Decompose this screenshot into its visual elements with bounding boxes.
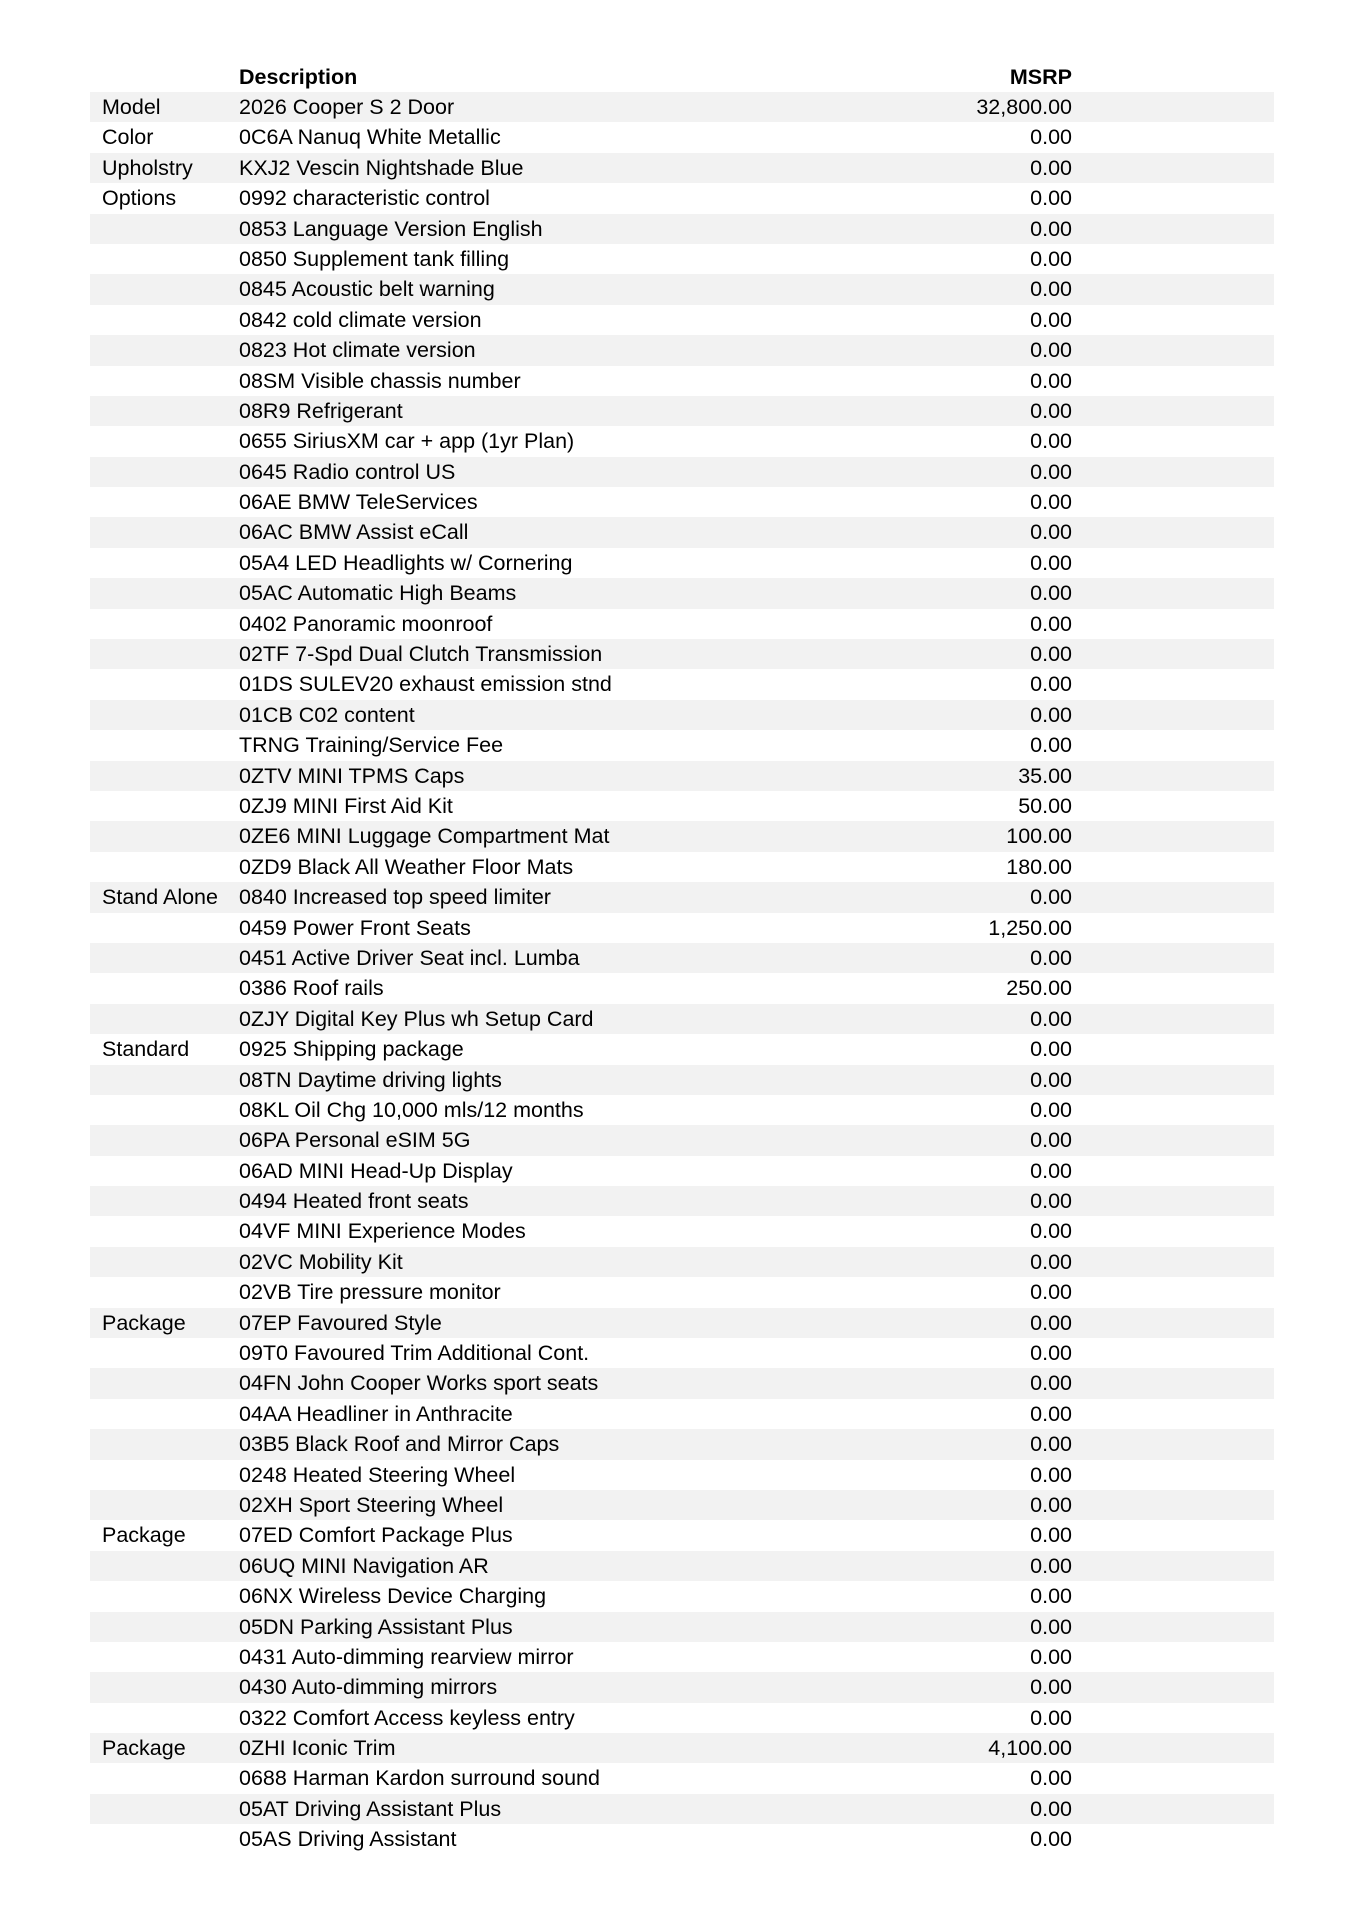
row-description: 07ED Comfort Package Plus (239, 1523, 513, 1548)
table-row (90, 487, 1274, 517)
row-description: 02VC Mobility Kit (239, 1249, 403, 1274)
row-msrp: 0.00 (1030, 368, 1072, 393)
msrp-table (90, 62, 1274, 1855)
row-msrp: 0.00 (1030, 702, 1072, 727)
row-msrp: 100.00 (1006, 824, 1072, 849)
table-row (90, 183, 1274, 213)
row-description: 0645 Radio control US (239, 459, 456, 484)
table-row (90, 1216, 1274, 1246)
table-row (90, 244, 1274, 274)
row-description: 05AC Automatic High Beams (239, 581, 517, 606)
table-row (90, 1581, 1274, 1611)
row-msrp: 35.00 (1018, 763, 1072, 788)
row-msrp: 0.00 (1030, 338, 1072, 363)
row-description: 08SM Visible chassis number (239, 368, 521, 393)
table-row (90, 366, 1274, 396)
table-row (90, 700, 1274, 730)
row-description: 0386 Roof rails (239, 976, 384, 1001)
table-row (90, 274, 1274, 304)
table-row (90, 1490, 1274, 1520)
table-header-row (90, 62, 1274, 92)
row-description: 0430 Auto-dimming mirrors (239, 1675, 498, 1700)
row-description: 02TF 7-Spd Dual Clutch Transmission (239, 642, 603, 667)
row-description: 0ZTV MINI TPMS Caps (239, 763, 465, 788)
row-msrp: 0.00 (1030, 1401, 1072, 1426)
table-row (90, 153, 1274, 183)
table-row (90, 1672, 1274, 1702)
row-msrp: 0.00 (1030, 1766, 1072, 1791)
table-row (90, 1520, 1274, 1550)
row-msrp: 0.00 (1030, 429, 1072, 454)
row-msrp: 0.00 (1030, 1310, 1072, 1335)
table-row (90, 305, 1274, 335)
table-row (90, 1065, 1274, 1095)
row-msrp: 0.00 (1030, 1492, 1072, 1517)
table-row (90, 122, 1274, 152)
row-msrp: 0.00 (1030, 1249, 1072, 1274)
row-msrp: 0.00 (1030, 1827, 1072, 1852)
row-msrp: 0.00 (1030, 307, 1072, 332)
row-description: KXJ2 Vescin Nightshade Blue (239, 155, 524, 180)
row-msrp: 0.00 (1030, 459, 1072, 484)
table-row (90, 1156, 1274, 1186)
row-msrp: 0.00 (1030, 520, 1072, 545)
row-description: 0451 Active Driver Seat incl. Lumba (239, 945, 580, 970)
row-description: 09T0 Favoured Trim Additional Cont. (239, 1341, 590, 1366)
table-row (90, 1551, 1274, 1581)
row-description: 06AC BMW Assist eCall (239, 520, 469, 545)
table-row (90, 791, 1274, 821)
row-msrp: 0.00 (1030, 277, 1072, 302)
row-msrp: 0.00 (1030, 1128, 1072, 1153)
row-description: 01CB C02 content (239, 702, 415, 727)
row-msrp: 0.00 (1030, 611, 1072, 636)
row-msrp: 0.00 (1030, 1097, 1072, 1122)
row-description: 0850 Supplement tank filling (239, 246, 510, 271)
row-description: 0248 Heated Steering Wheel (239, 1462, 516, 1487)
table-row (90, 1794, 1274, 1824)
row-description: 06UQ MINI Navigation AR (239, 1553, 489, 1578)
row-msrp: 0.00 (1030, 1644, 1072, 1669)
msrp-column-header: MSRP (1009, 65, 1072, 89)
row-description: 08TN Daytime driving lights (239, 1067, 502, 1092)
row-msrp: 0.00 (1030, 672, 1072, 697)
row-msrp: 0.00 (1030, 581, 1072, 606)
row-description: 0853 Language Version English (239, 216, 543, 241)
row-msrp: 0.00 (1030, 1158, 1072, 1183)
row-description: 0688 Harman Kardon surround sound (239, 1766, 600, 1791)
row-category: Color (102, 125, 154, 150)
table-row (90, 639, 1274, 669)
table-row (90, 1308, 1274, 1338)
row-msrp: 0.00 (1030, 1341, 1072, 1366)
table-row (90, 1703, 1274, 1733)
row-msrp: 0.00 (1030, 398, 1072, 423)
table-row (90, 1642, 1274, 1672)
row-msrp: 32,800.00 (976, 95, 1072, 119)
row-description: 04VF MINI Experience Modes (239, 1219, 526, 1244)
row-description: 0ZJ9 MINI First Aid Kit (239, 793, 453, 818)
table-row (90, 1368, 1274, 1398)
row-description: 02XH Sport Steering Wheel (239, 1492, 504, 1517)
row-description: 04FN John Cooper Works sport seats (239, 1371, 599, 1396)
row-msrp: 0.00 (1030, 246, 1072, 271)
row-category: Standard (102, 1037, 190, 1062)
table-row (90, 1338, 1274, 1368)
row-category: Package (102, 1523, 186, 1548)
row-msrp: 250.00 (1006, 976, 1072, 1001)
table-row (90, 214, 1274, 244)
row-msrp: 0.00 (1030, 490, 1072, 515)
row-msrp: 0.00 (1030, 885, 1072, 910)
row-description: 0ZD9 Black All Weather Floor Mats (239, 854, 574, 879)
table-row (90, 548, 1274, 578)
row-description: 05AS Driving Assistant (239, 1827, 457, 1852)
table-row (90, 1612, 1274, 1642)
row-category: Package (102, 1736, 186, 1761)
row-msrp: 0.00 (1030, 186, 1072, 211)
row-category: Options (102, 186, 177, 211)
table-row (90, 1247, 1274, 1277)
table-row (90, 1004, 1274, 1034)
row-msrp: 0.00 (1030, 125, 1072, 150)
row-category: Upholstry (102, 155, 193, 180)
table-row (90, 396, 1274, 426)
table-row (90, 821, 1274, 851)
table-row (90, 1186, 1274, 1216)
row-msrp: 0.00 (1030, 945, 1072, 970)
row-msrp: 0.00 (1030, 1705, 1072, 1730)
row-description: 08KL Oil Chg 10,000 mls/12 months (239, 1097, 584, 1122)
row-description: 0402 Panoramic moonroof (239, 611, 493, 636)
row-description: 0ZJY Digital Key Plus wh Setup Card (239, 1006, 594, 1031)
row-description: 03B5 Black Roof and Mirror Caps (239, 1432, 560, 1457)
row-msrp: 1,250.00 (988, 915, 1072, 940)
table-row (90, 973, 1274, 1003)
row-description: 08R9 Refrigerant (239, 398, 403, 423)
table-row (90, 426, 1274, 456)
row-msrp: 0.00 (1030, 1432, 1072, 1457)
row-description: 0655 SiriusXM car + app (1yr Plan) (239, 429, 575, 454)
row-msrp: 0.00 (1030, 1675, 1072, 1700)
row-msrp: 0.00 (1030, 1219, 1072, 1244)
table-row (90, 1034, 1274, 1064)
row-description: 0992 characteristic control (239, 186, 490, 211)
row-msrp: 0.00 (1030, 1006, 1072, 1031)
table-row (90, 335, 1274, 365)
row-description: 0ZHI Iconic Trim (239, 1736, 396, 1761)
table-row (90, 730, 1274, 760)
row-description: 05DN Parking Assistant Plus (239, 1614, 513, 1639)
row-description: 0431 Auto-dimming rearview mirror (239, 1644, 574, 1669)
table-row (90, 943, 1274, 973)
table-row (90, 578, 1274, 608)
row-description: 0494 Heated front seats (239, 1189, 469, 1214)
row-msrp: 0.00 (1030, 1067, 1072, 1092)
row-description: 0842 cold climate version (239, 307, 482, 332)
table-row (90, 1733, 1274, 1763)
row-description: 0840 Increased top speed limiter (239, 885, 551, 910)
row-description: 01DS SULEV20 exhaust emission stnd (239, 672, 612, 697)
row-msrp: 0.00 (1030, 1584, 1072, 1609)
table-row (90, 1277, 1274, 1307)
row-description: 04AA Headliner in Anthracite (239, 1401, 513, 1426)
row-description: 06AE BMW TeleServices (239, 490, 478, 515)
table-row (90, 852, 1274, 882)
row-description: 0322 Comfort Access keyless entry (239, 1705, 575, 1730)
table-body (90, 92, 1274, 1855)
row-description: 05A4 LED Headlights w/ Cornering (239, 550, 573, 575)
row-category: Package (102, 1310, 186, 1335)
table-row (90, 1460, 1274, 1490)
row-description: 0459 Power Front Seats (239, 915, 471, 940)
row-description: 06NX Wireless Device Charging (239, 1584, 547, 1609)
row-description: TRNG Training/Service Fee (239, 733, 504, 758)
row-category: Stand Alone (102, 885, 218, 910)
row-description: 2026 Cooper S 2 Door (239, 95, 455, 119)
row-description: 06PA Personal eSIM 5G (239, 1128, 471, 1153)
table-row (90, 1824, 1274, 1854)
row-msrp: 0.00 (1030, 1462, 1072, 1487)
row-description: 0ZE6 MINI Luggage Compartment Mat (239, 824, 610, 849)
row-msrp: 180.00 (1006, 854, 1072, 879)
row-msrp: 50.00 (1018, 793, 1072, 818)
row-msrp: 0.00 (1030, 733, 1072, 758)
table-row (90, 1095, 1274, 1125)
table-row (90, 761, 1274, 791)
row-msrp: 0.00 (1030, 155, 1072, 180)
row-msrp: 0.00 (1030, 1796, 1072, 1821)
row-msrp: 0.00 (1030, 1371, 1072, 1396)
table-row (90, 1399, 1274, 1429)
row-msrp: 0.00 (1030, 1523, 1072, 1548)
table-row (90, 517, 1274, 547)
row-description: 0925 Shipping package (239, 1037, 464, 1062)
row-description: 0823 Hot climate version (239, 338, 476, 363)
table-row (90, 882, 1274, 912)
row-msrp: 0.00 (1030, 550, 1072, 575)
row-description: 0845 Acoustic belt warning (239, 277, 495, 302)
row-msrp: 0.00 (1030, 642, 1072, 667)
table-row (90, 913, 1274, 943)
table-row (90, 92, 1274, 122)
table-row (90, 1429, 1274, 1459)
table-row (90, 457, 1274, 487)
row-msrp: 0.00 (1030, 1614, 1072, 1639)
table-row (90, 609, 1274, 639)
row-description: 06AD MINI Head-Up Display (239, 1158, 513, 1183)
row-msrp: 4,100.00 (988, 1736, 1072, 1761)
row-msrp: 0.00 (1030, 1189, 1072, 1214)
row-description: 07EP Favoured Style (239, 1310, 442, 1335)
description-column-header: Description (239, 65, 358, 89)
row-description: 02VB Tire pressure monitor (239, 1280, 501, 1305)
row-description: 0C6A Nanuq White Metallic (239, 125, 501, 150)
row-msrp: 0.00 (1030, 216, 1072, 241)
row-msrp: 0.00 (1030, 1553, 1072, 1578)
table-row (90, 1763, 1274, 1793)
table-row (90, 1125, 1274, 1155)
row-msrp: 0.00 (1030, 1037, 1072, 1062)
row-category: Model (102, 95, 161, 119)
row-msrp: 0.00 (1030, 1280, 1072, 1305)
row-description: 05AT Driving Assistant Plus (239, 1796, 502, 1821)
table-row (90, 669, 1274, 699)
